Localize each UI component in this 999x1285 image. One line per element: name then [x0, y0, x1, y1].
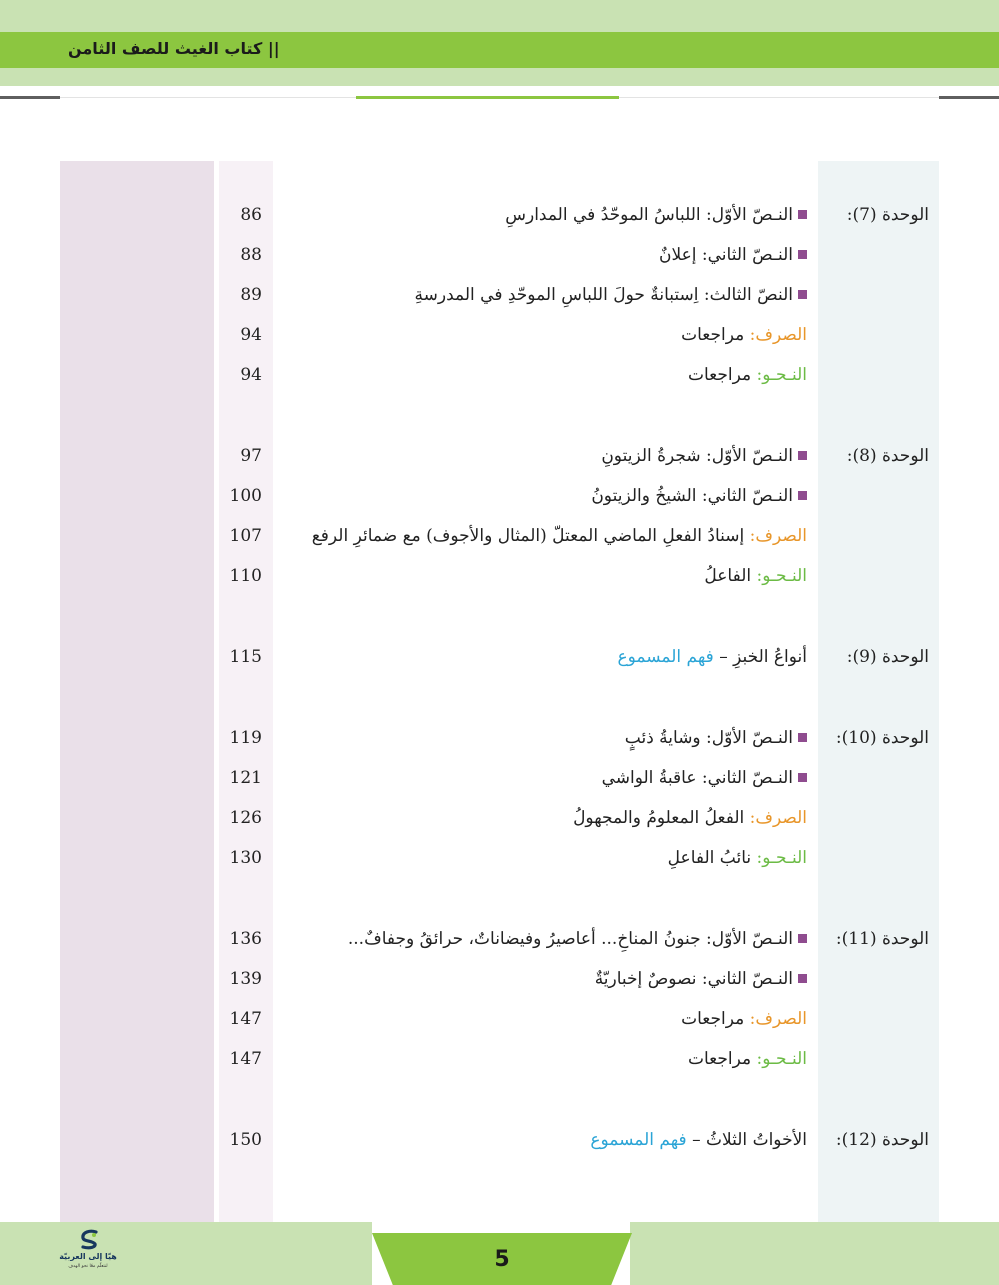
- page-ref: 147: [229, 1049, 262, 1069]
- page-ref: 121: [229, 768, 262, 788]
- unit-label: الوحدة (10):: [835, 728, 929, 748]
- entry-title: النـصّ الثاني: إعلانٌ: [659, 245, 793, 265]
- entry-title: مراجعات: [681, 1009, 750, 1029]
- entry-title: النصّ الثالث: اِستبانةٌ حولَ اللباسِ الموحّدِ في المدرسةِ: [414, 285, 793, 305]
- book-title: || كتاب الغيث للصف الثامن: [68, 39, 280, 58]
- toc-entry[interactable]: [688, 355, 807, 395]
- page-ref: 136: [229, 929, 262, 949]
- square-bullet-icon: [798, 491, 807, 500]
- morphology-label: الصرف:: [749, 325, 807, 345]
- page-ref: 97: [240, 446, 262, 466]
- morphology-label: الصرف:: [749, 808, 807, 828]
- toc-entry[interactable]: [348, 919, 807, 959]
- logo-subtext: لنتعلّم معًا نحو الهدف: [68, 1264, 108, 1269]
- entry-title: النـصّ الأوّل: جنونُ المناخِ... أعاصيرُ وفيضاناتٌ، حرائقُ وجفافٌ...: [347, 929, 793, 949]
- square-bullet-icon: [798, 250, 807, 259]
- grammar-label: النـحـو:: [756, 848, 807, 868]
- page-ref: 147: [229, 1009, 262, 1029]
- toc-row: [0, 1120, 999, 1160]
- toc-entry[interactable]: [602, 758, 807, 798]
- logo-icon: [78, 1228, 100, 1250]
- entry-title: النـصّ الثاني: عاقبةُ الواشي: [601, 768, 793, 788]
- divider-center: [356, 96, 619, 99]
- entry-title: مراجعات: [688, 1049, 757, 1069]
- toc-row: [0, 275, 999, 315]
- toc-row: [0, 959, 999, 999]
- square-bullet-icon: [798, 290, 807, 299]
- divider-left: [0, 96, 60, 99]
- toc-entry[interactable]: [505, 195, 807, 235]
- page-ref: 110: [229, 566, 262, 586]
- toc-row: [0, 436, 999, 476]
- entry-title: نائبُ الفاعلِ: [667, 848, 757, 868]
- square-bullet-icon: [798, 934, 807, 943]
- listening-label: فهم المسموع: [590, 1130, 687, 1150]
- logo-text: هيّا إلى العربيّة: [59, 1252, 117, 1261]
- page-ref: 94: [240, 365, 262, 385]
- unit-label: الوحدة (9):: [846, 647, 929, 667]
- entry-title: النـصّ الثاني: الشيخُ والزيتونُ: [591, 486, 793, 506]
- toc-entry[interactable]: [590, 1120, 807, 1160]
- morphology-label: الصرف:: [749, 526, 807, 546]
- unit-label: الوحدة (7):: [846, 205, 929, 225]
- entry-title: مراجعات: [688, 365, 757, 385]
- toc-entry[interactable]: [573, 798, 807, 838]
- toc-row: [0, 838, 999, 878]
- page-number: 5: [494, 1247, 510, 1272]
- header-band-top: [0, 0, 999, 32]
- entry-title: النـصّ الثاني: نصوصٌ إخباريّةٌ: [594, 969, 793, 989]
- toc-entry[interactable]: [704, 556, 807, 596]
- toc-row: [0, 315, 999, 355]
- entry-title: الفعلُ المعلومُ والمجهولُ: [573, 808, 750, 828]
- entry-title: النـصّ الأوّل: اللباسُ الموحّدُ في المدارسِ: [505, 205, 793, 225]
- page-ref: 119: [229, 728, 262, 748]
- toc-entry[interactable]: [617, 637, 807, 677]
- page-ref: 107: [229, 526, 262, 546]
- toc-entry[interactable]: [668, 838, 807, 878]
- entry-title: أنواعُ الخبزِ –: [713, 647, 807, 667]
- page-ref: 100: [229, 486, 262, 506]
- square-bullet-icon: [798, 974, 807, 983]
- square-bullet-icon: [798, 451, 807, 460]
- grammar-label: النـحـو:: [756, 566, 807, 586]
- toc-entry[interactable]: [591, 476, 807, 516]
- toc-row: [0, 516, 999, 556]
- toc-row: [0, 919, 999, 959]
- page-ref: 115: [229, 647, 262, 667]
- unit-label: الوحدة (12):: [835, 1130, 929, 1150]
- toc-entry[interactable]: [681, 999, 807, 1039]
- page-ref: 86: [240, 205, 262, 225]
- toc-entry[interactable]: [601, 436, 807, 476]
- page-ref: 130: [229, 848, 262, 868]
- toc-entry[interactable]: [659, 235, 807, 275]
- page-ref: 150: [229, 1130, 262, 1150]
- header-band-bottom: [0, 68, 999, 86]
- toc-row: [0, 195, 999, 235]
- toc-row: [0, 637, 999, 677]
- toc-row: [0, 556, 999, 596]
- toc-entry[interactable]: [688, 1039, 807, 1079]
- morphology-label: الصرف:: [749, 1009, 807, 1029]
- entry-title: مراجعات: [681, 325, 750, 345]
- entry-title: النـصّ الأوّل: وشايةُ ذئبٍ: [624, 728, 793, 748]
- page-ref: 88: [240, 245, 262, 265]
- toc-entry[interactable]: [415, 275, 807, 315]
- toc-entry[interactable]: [625, 718, 807, 758]
- entry-title: النـصّ الأوّل: شجرةُ الزيتونِ: [601, 446, 793, 466]
- unit-label: الوحدة (8):: [846, 446, 929, 466]
- toc-row: [0, 758, 999, 798]
- entry-title: إسنادُ الفعلِ الماضي المعتلّ (المثال والأجوف) مع ضمائرِ الرفع: [311, 526, 750, 546]
- toc-row: [0, 476, 999, 516]
- square-bullet-icon: [798, 773, 807, 782]
- toc-row: [0, 798, 999, 838]
- page-ref: 94: [240, 325, 262, 345]
- footer-band-right: [630, 1222, 999, 1285]
- divider-right: [939, 96, 999, 99]
- toc-row: [0, 1039, 999, 1079]
- page-ref: 126: [229, 808, 262, 828]
- toc-entry[interactable]: [595, 959, 807, 999]
- toc-entry[interactable]: [312, 516, 807, 556]
- grammar-label: النـحـو:: [756, 1049, 807, 1069]
- toc-row: [0, 235, 999, 275]
- entry-title: الفاعلُ: [704, 566, 757, 586]
- grammar-label: النـحـو:: [756, 365, 807, 385]
- entry-title: الأخواتُ الثلاثُ –: [686, 1130, 807, 1150]
- page-ref: 89: [240, 285, 262, 305]
- square-bullet-icon: [798, 733, 807, 742]
- divider-thin-left: [60, 97, 356, 98]
- toc-row: [0, 718, 999, 758]
- page-ref: 139: [229, 969, 262, 989]
- toc-row: [0, 999, 999, 1039]
- unit-label: الوحدة (11):: [835, 929, 929, 949]
- toc-row: [0, 355, 999, 395]
- divider-thin-right: [619, 97, 939, 98]
- publisher-logo: [56, 1228, 120, 1280]
- toc-entry[interactable]: [681, 315, 807, 355]
- listening-label: فهم المسموع: [617, 647, 714, 667]
- square-bullet-icon: [798, 210, 807, 219]
